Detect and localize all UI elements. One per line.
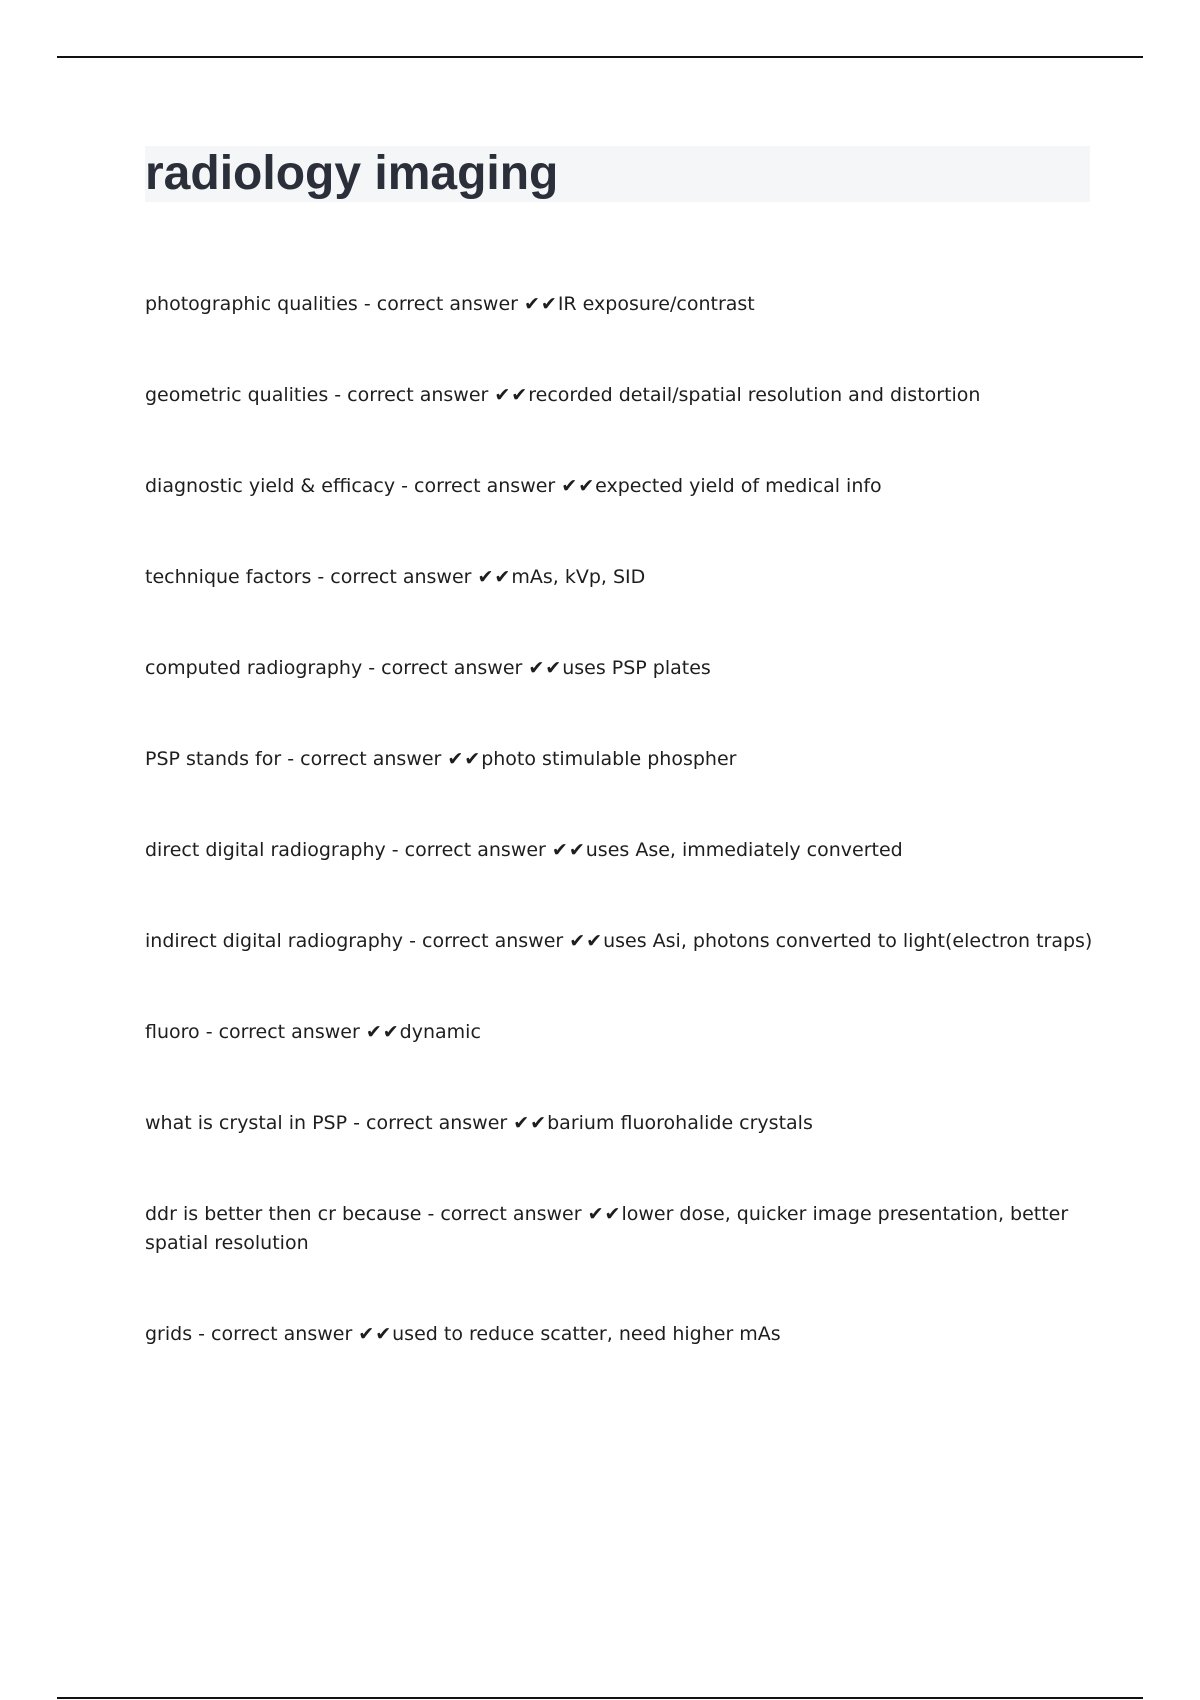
- checkmark-icon: ✔✔: [477, 566, 512, 588]
- qa-separator: - correct answer: [403, 930, 570, 952]
- qa-term: direct digital radiography: [145, 839, 386, 861]
- qa-item: [145, 381, 1095, 410]
- qa-term: diagnostic yield & efficacy: [145, 475, 396, 497]
- checkmark-icon: ✔✔: [587, 1203, 622, 1225]
- qa-item: [145, 563, 1095, 592]
- qa-list: [145, 290, 1095, 1411]
- checkmark-icon: ✔✔: [561, 475, 596, 497]
- qa-separator: - correct answer: [395, 475, 562, 497]
- page-title: radiology imaging: [145, 147, 559, 200]
- qa-item: [145, 1200, 1095, 1258]
- qa-separator: - correct answer: [311, 566, 478, 588]
- qa-answer: recorded detail/spatial resolution and distortion: [528, 384, 981, 406]
- qa-answer: expected yield of medical info: [595, 475, 882, 497]
- qa-separator: - correct answer: [281, 748, 448, 770]
- qa-answer: uses Asi, photons converted to light(electron traps): [603, 930, 1093, 952]
- qa-item: [145, 745, 1095, 774]
- qa-term: computed radiography: [145, 657, 363, 679]
- top-divider: [57, 56, 1143, 58]
- qa-answer: IR exposure/contrast: [557, 293, 755, 315]
- qa-answer: used to reduce scatter, need higher mAs: [392, 1323, 781, 1345]
- qa-answer: dynamic: [399, 1021, 481, 1043]
- qa-answer: mAs, kVp, SID: [511, 566, 646, 588]
- checkmark-icon: ✔✔: [551, 839, 586, 861]
- checkmark-icon: ✔✔: [365, 1021, 400, 1043]
- qa-term: grids: [145, 1323, 193, 1345]
- qa-separator: - correct answer: [362, 657, 529, 679]
- qa-answer: uses Ase, immediately converted: [585, 839, 903, 861]
- checkmark-icon: ✔✔: [528, 657, 563, 679]
- qa-separator: - correct answer: [421, 1203, 588, 1225]
- qa-separator: - correct answer: [385, 839, 552, 861]
- qa-term: geometric qualities: [145, 384, 329, 406]
- checkmark-icon: ✔✔: [569, 930, 604, 952]
- qa-item: [145, 472, 1095, 501]
- qa-item: [145, 927, 1095, 956]
- qa-term: fluoro: [145, 1021, 200, 1043]
- qa-term: photographic qualities: [145, 293, 358, 315]
- checkmark-icon: ✔✔: [523, 293, 558, 315]
- qa-answer: uses PSP plates: [562, 657, 711, 679]
- qa-item: [145, 1109, 1095, 1138]
- checkmark-icon: ✔✔: [358, 1323, 393, 1345]
- qa-item: [145, 1320, 1095, 1349]
- qa-term: indirect digital radiography: [145, 930, 404, 952]
- qa-item: [145, 654, 1095, 683]
- qa-item: [145, 290, 1095, 319]
- qa-term: PSP stands for: [145, 748, 282, 770]
- qa-answer: lower dose, quicker image presentation, better spatial resolution: [145, 1203, 1069, 1254]
- qa-item: [145, 836, 1095, 865]
- qa-separator: - correct answer: [357, 293, 524, 315]
- checkmark-icon: ✔✔: [447, 748, 482, 770]
- qa-separator: - correct answer: [347, 1112, 514, 1134]
- qa-item: [145, 1018, 1095, 1047]
- qa-term: technique factors: [145, 566, 312, 588]
- qa-separator: - correct answer: [199, 1021, 366, 1043]
- checkmark-icon: ✔✔: [494, 384, 529, 406]
- bottom-divider: [57, 1697, 1143, 1699]
- qa-separator: - correct answer: [192, 1323, 359, 1345]
- qa-answer: barium fluorohalide crystals: [547, 1112, 813, 1134]
- checkmark-icon: ✔✔: [513, 1112, 548, 1134]
- qa-term: what is crystal in PSP: [145, 1112, 348, 1134]
- qa-answer: photo stimulable phospher: [481, 748, 737, 770]
- qa-separator: - correct answer: [328, 384, 495, 406]
- qa-term: ddr is better then cr because: [145, 1203, 422, 1225]
